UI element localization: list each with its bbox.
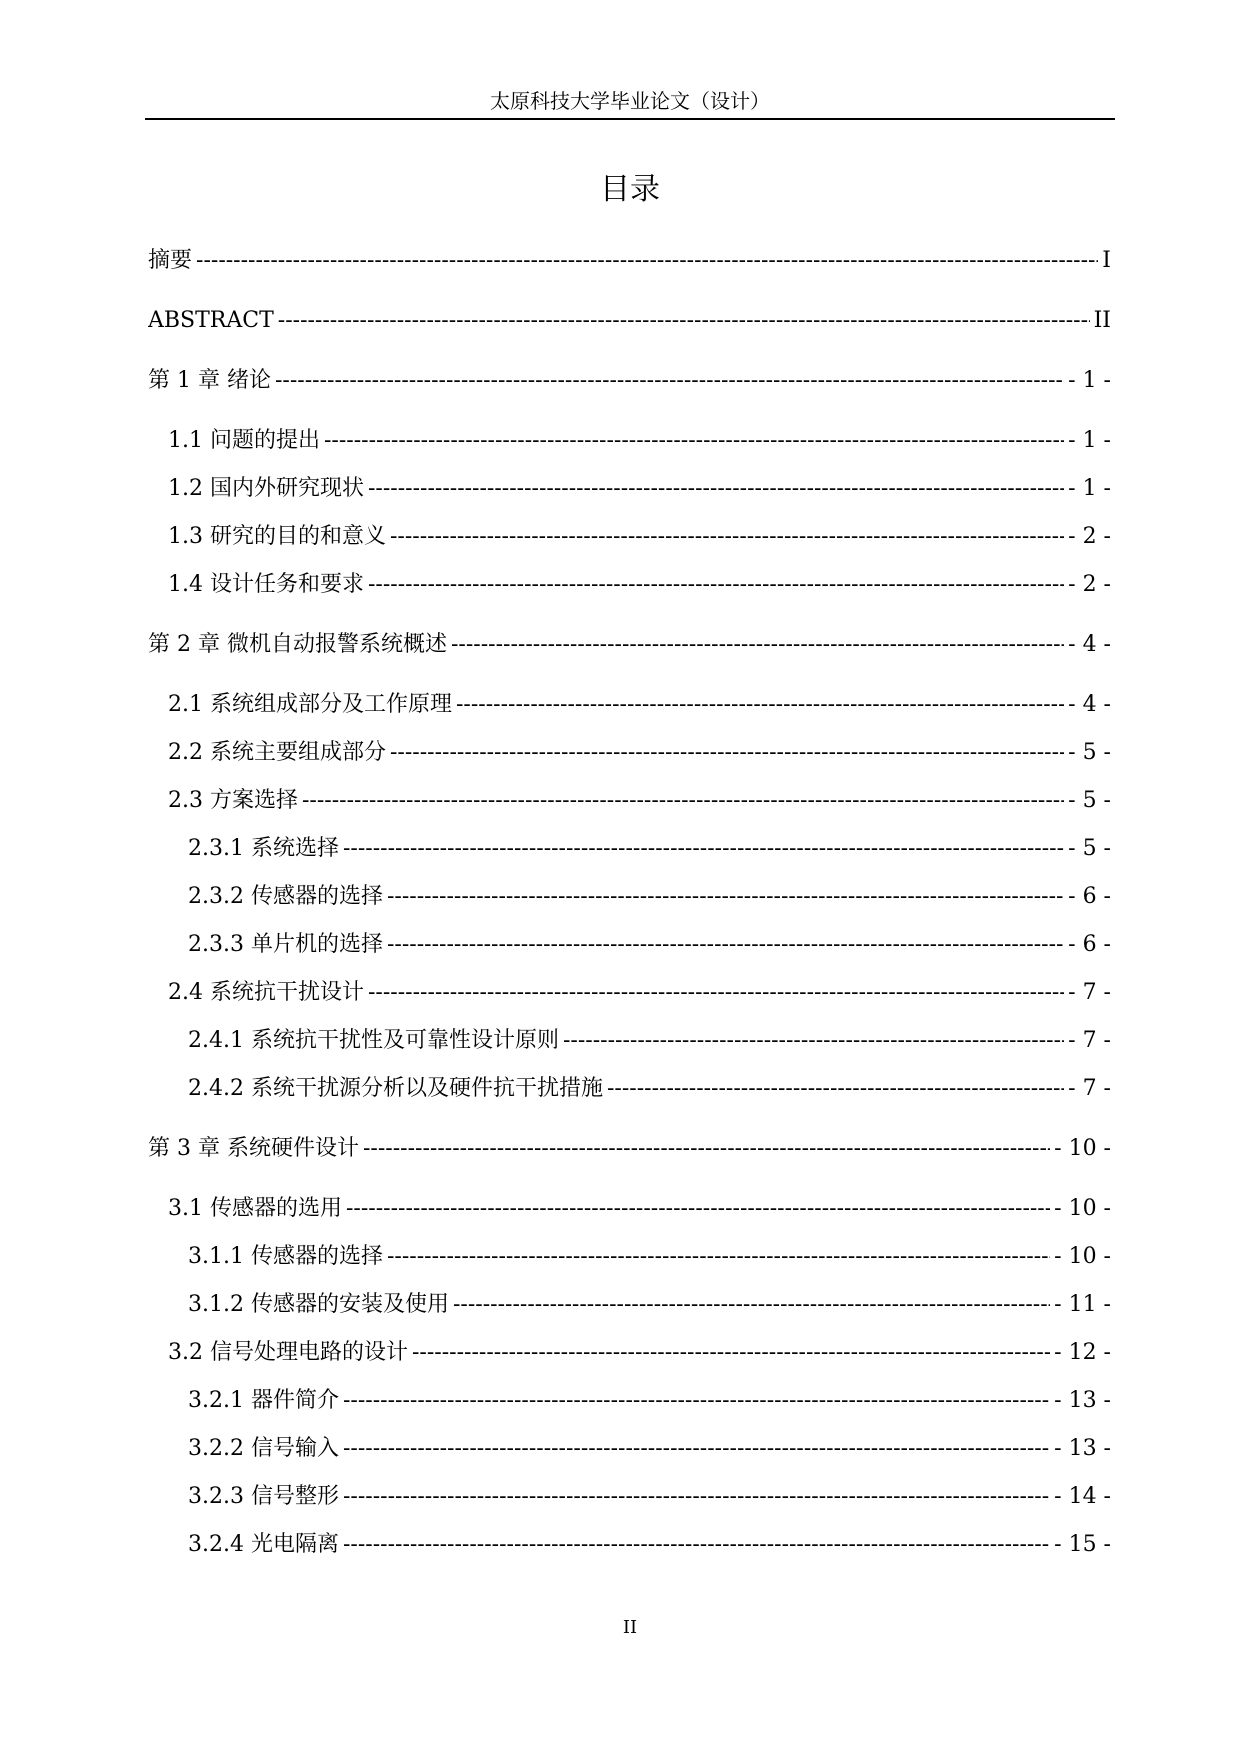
toc-entry[interactable] [168, 738, 1111, 768]
toc-entry-label: 第 3 章 系统硬件设计 [148, 1136, 359, 1161]
toc-entry-label: 3.2.4 光电隔离 [188, 1532, 339, 1557]
toc-entry-page: - 10 - [1054, 1136, 1111, 1161]
toc-entry[interactable] [188, 1386, 1111, 1416]
toc-entry-label: 3.2.1 器件简介 [188, 1388, 339, 1413]
toc-leader [412, 1338, 1050, 1368]
toc-entry-label: 1.3 研究的目的和意义 [168, 524, 386, 549]
toc-leader [607, 1074, 1064, 1104]
toc-leader [196, 246, 1098, 276]
toc-leader [346, 1194, 1050, 1224]
toc-entry-label: ABSTRACT [148, 308, 274, 333]
toc-entry-label: 2.1 系统组成部分及工作原理 [168, 692, 452, 717]
toc-entry-page: - 10 - [1054, 1244, 1111, 1269]
toc-entry-page: - 2 - [1068, 572, 1111, 597]
toc-entry-page: - 4 - [1068, 692, 1111, 717]
toc-entry-label: 3.1.1 传感器的选择 [188, 1244, 383, 1269]
toc-entry[interactable] [188, 930, 1111, 960]
toc-entry[interactable] [188, 882, 1111, 912]
toc-leader [368, 474, 1064, 504]
toc-entry-page: I [1102, 248, 1111, 273]
toc-entry[interactable] [188, 1026, 1111, 1056]
toc-entry[interactable] [168, 978, 1111, 1008]
toc-entry-label: 2.4.2 系统干扰源分析以及硬件抗干扰措施 [188, 1076, 603, 1101]
toc-entry-label: 摘要 [148, 248, 193, 273]
toc-entry-page: - 4 - [1068, 632, 1111, 657]
toc-entry-page: - 5 - [1068, 740, 1111, 765]
toc-leader [390, 738, 1064, 768]
toc-leader [456, 690, 1064, 720]
toc-entry[interactable] [168, 426, 1111, 456]
page-number: II [622, 1617, 638, 1638]
toc-entry-label: 2.4.1 系统抗干扰性及可靠性设计原则 [188, 1028, 559, 1053]
toc-entry-page: - 15 - [1054, 1532, 1111, 1557]
toc-leader [363, 1134, 1050, 1164]
toc-leader [343, 1482, 1050, 1512]
toc-entry-label: 1.4 设计任务和要求 [168, 572, 364, 597]
toc-entry-page: - 11 - [1054, 1292, 1111, 1317]
toc-entry[interactable] [168, 522, 1111, 552]
toc-entry-page: - 7 - [1068, 1028, 1111, 1053]
toc-entry-label: 2.3.3 单片机的选择 [188, 932, 383, 957]
toc-leader [390, 522, 1064, 552]
toc-entry[interactable] [188, 1434, 1111, 1464]
toc-entry-label: 第 1 章 绪论 [148, 368, 271, 393]
toc-leader [343, 1434, 1050, 1464]
toc-entry-label: 3.2.3 信号整形 [188, 1484, 339, 1509]
toc-entry-page: - 6 - [1068, 932, 1111, 957]
toc-entry[interactable] [148, 1134, 1111, 1164]
toc-leader [343, 834, 1064, 864]
toc-leader [563, 1026, 1064, 1056]
toc-leader [343, 1386, 1050, 1416]
toc-entry-label: 3.2.2 信号输入 [188, 1436, 339, 1461]
toc-entry-label: 3.2 信号处理电路的设计 [168, 1340, 408, 1365]
toc-entry-page: - 5 - [1068, 836, 1111, 861]
toc-entry[interactable] [148, 306, 1111, 336]
toc-entry-label: 2.4 系统抗干扰设计 [168, 980, 364, 1005]
toc-entry[interactable] [188, 1242, 1111, 1272]
toc-entry-page: - 7 - [1068, 1076, 1111, 1101]
toc-entry-page: - 1 - [1068, 368, 1111, 393]
running-header: 太原科技大学毕业论文（设计） [490, 89, 770, 113]
toc-entry-page: - 13 - [1054, 1388, 1111, 1413]
toc-entry[interactable] [168, 1338, 1111, 1368]
toc-entry[interactable] [148, 366, 1111, 396]
toc-entry-label: 第 2 章 微机自动报警系统概述 [148, 632, 447, 657]
toc-entry-label: 3.1.2 传感器的安装及使用 [188, 1292, 449, 1317]
toc-entry-label: 3.1 传感器的选用 [168, 1196, 342, 1221]
toc-entry[interactable] [168, 690, 1111, 720]
toc-entry-label: 2.3.2 传感器的选择 [188, 884, 383, 909]
toc-leader [387, 1242, 1050, 1272]
toc-leader [368, 570, 1064, 600]
toc-entry-label: 2.3 方案选择 [168, 788, 298, 813]
toc-entry[interactable] [188, 834, 1111, 864]
toc-entry-page: - 10 - [1054, 1196, 1111, 1221]
toc-entry[interactable] [148, 630, 1111, 660]
toc-entry-page: - 5 - [1068, 788, 1111, 813]
toc-entry-page: - 1 - [1068, 428, 1111, 453]
toc-entry-page: - 7 - [1068, 980, 1111, 1005]
toc-entry-page: - 2 - [1068, 524, 1111, 549]
toc-leader [278, 306, 1090, 336]
toc-entry-page: - 14 - [1054, 1484, 1111, 1509]
toc-leader [275, 366, 1064, 396]
toc-leader [302, 786, 1064, 816]
toc-entry-label: 1.2 国内外研究现状 [168, 476, 364, 501]
toc-leader [387, 882, 1064, 912]
toc-leader [387, 930, 1064, 960]
toc-title: 目录 [600, 172, 660, 207]
toc-entry[interactable] [188, 1074, 1111, 1104]
toc-entry-label: 2.3.1 系统选择 [188, 836, 339, 861]
toc-entry-page: - 13 - [1054, 1436, 1111, 1461]
toc-entry-label: 1.1 问题的提出 [168, 428, 320, 453]
toc-leader [453, 1290, 1050, 1320]
toc-entry-page: - 6 - [1068, 884, 1111, 909]
toc-entry[interactable] [168, 570, 1111, 600]
toc-leader [324, 426, 1064, 456]
toc-entry-label: 2.2 系统主要组成部分 [168, 740, 386, 765]
toc-entry[interactable] [168, 1194, 1111, 1224]
toc-entry[interactable] [168, 786, 1111, 816]
toc-leader [343, 1530, 1050, 1560]
toc-leader [368, 978, 1064, 1008]
toc-entry[interactable] [188, 1290, 1111, 1320]
toc-entry-page: - 1 - [1068, 476, 1111, 501]
toc-entry[interactable] [188, 1482, 1111, 1512]
toc-entry[interactable] [148, 246, 1111, 276]
toc-entry[interactable] [168, 474, 1111, 504]
toc-entry-page: II [1093, 308, 1111, 333]
toc-leader [451, 630, 1064, 660]
toc-entry-page: - 12 - [1054, 1340, 1111, 1365]
toc-entry[interactable] [188, 1530, 1111, 1560]
